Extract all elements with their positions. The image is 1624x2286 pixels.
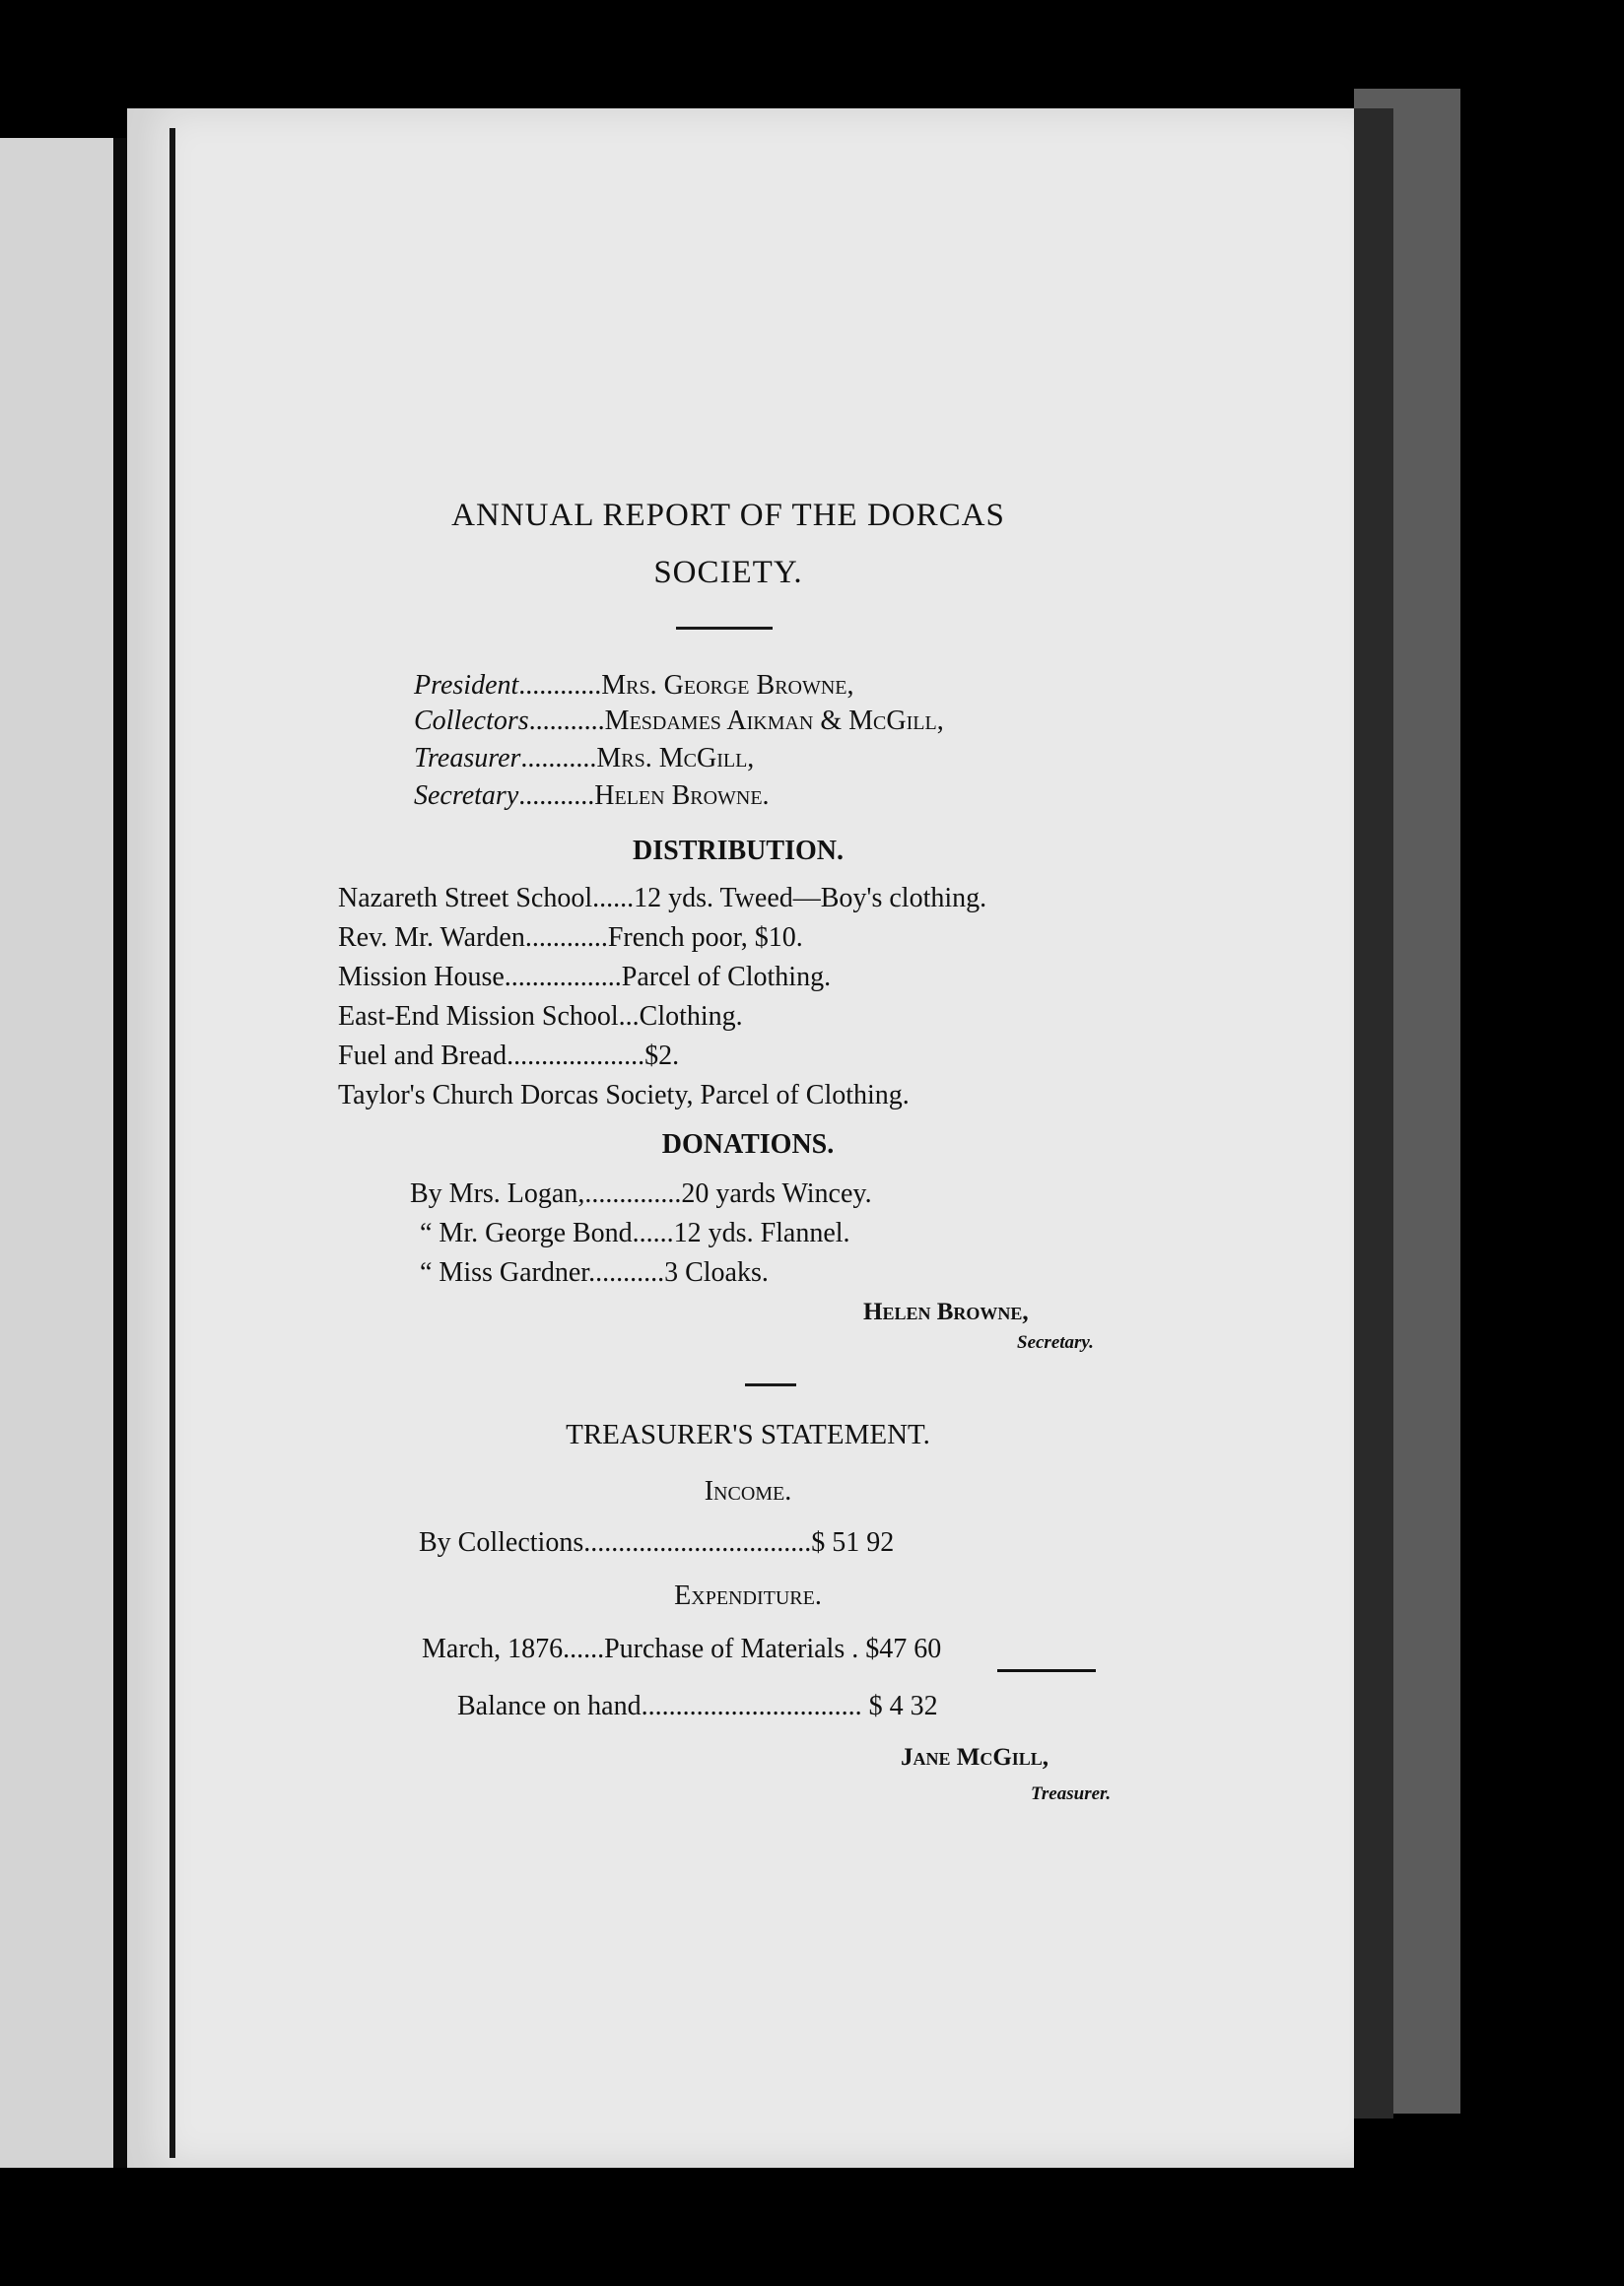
distribution-line: Fuel and Bread....................$2. [338,1041,680,1071]
distribution-line: Nazareth Street School......12 yds. Tweed—Boy's clothing. [338,883,987,913]
donations-heading: DONATIONS. [661,1129,835,1160]
distribution-line: Mission House.................Parcel of Clothing. [338,962,832,992]
report-title: ANNUAL REPORT OF THE DORCAS [451,498,1005,533]
distribution-heading: DISTRIBUTION. [633,836,844,866]
page-edge-shadow [1354,108,1393,2118]
treasurer-heading: TREASURER'S STATEMENT. [566,1419,930,1450]
report-title-cont: SOCIETY. [653,555,803,590]
treasurer-signature: Jane McGill, [901,1744,1049,1771]
distribution-line: Rev. Mr. Warden............French poor, $10. [338,922,803,953]
donation-line: By Mrs. Logan,..............20 yards Wincey. [410,1178,872,1209]
officer-row: President............Mrs. George Browne, [414,670,854,701]
expenditure-heading: Expenditure. [674,1580,822,1611]
officer-row: Treasurer...........Mrs. McGill, [414,743,755,773]
secretary-role: Secretary. [1017,1332,1094,1353]
donation-line: “ Miss Gardner...........3 Cloaks. [420,1257,769,1288]
officer-row: Secretary...........Helen Browne. [414,780,770,811]
expenditure-line: March, 1876......Purchase of Materials . $47 60 [422,1634,942,1664]
income-line: By Collections.................................$ 51 92 [419,1527,895,1558]
distribution-line: Taylor's Church Dorcas Society, Parcel of Clothing. [338,1080,910,1110]
section-rule [745,1383,796,1386]
officer-row: Collectors...........Mesdames Aikman & McGill, [414,706,944,736]
treasurer-role: Treasurer. [1031,1783,1112,1804]
sum-rule [997,1669,1096,1672]
balance-line: Balance on hand................................ $ 4 32 [457,1691,938,1721]
distribution-line: East-End Mission School...Clothing. [338,1001,743,1032]
secretary-signature: Helen Browne, [863,1299,1029,1325]
income-heading: Income. [704,1476,792,1507]
title-rule [676,627,773,630]
donation-line: “ Mr. George Bond......12 yds. Flannel. [420,1218,850,1248]
